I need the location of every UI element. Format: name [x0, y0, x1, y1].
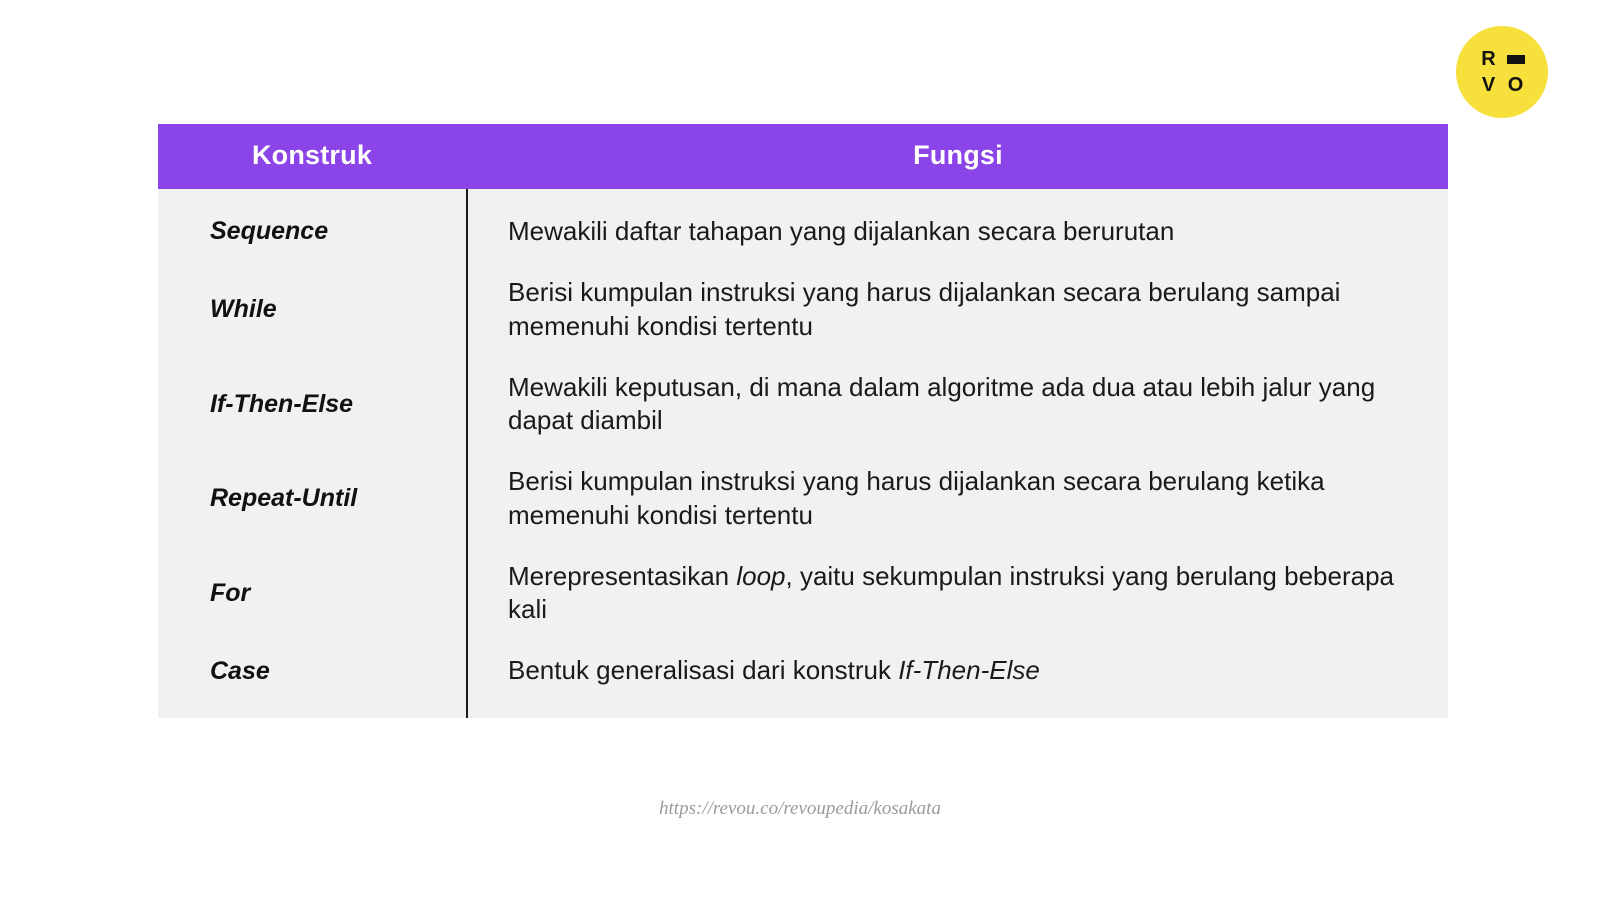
cell-fungsi: [467, 357, 1448, 452]
cell-konstruk: For: [158, 546, 467, 641]
cell-fungsi: [467, 640, 1448, 717]
fungsi-text: Mewakili keputusan, di mana dalam algoritme ada dua atau lebih jalur yang dapat diambil: [508, 371, 1376, 436]
revou-logo: [1456, 26, 1548, 118]
konstruk-table-wrapper: [158, 124, 1448, 718]
table-row: [158, 262, 1448, 357]
column-header-fungsi: Fungsi: [467, 124, 1448, 189]
logo-letter-r: R: [1481, 48, 1496, 70]
cell-konstruk: While: [158, 262, 467, 357]
cell-konstruk: Case: [158, 640, 467, 717]
table-body: [158, 189, 1448, 718]
cell-fungsi: [467, 451, 1448, 546]
cell-fungsi: [467, 546, 1448, 641]
column-header-konstruk: Konstruk: [158, 124, 467, 189]
fungsi-term-italic: loop: [736, 560, 786, 591]
fungsi-text: Mewakili daftar tahapan yang dijalankan secara berurutan: [508, 216, 1175, 246]
revou-logo-letters: [1475, 46, 1529, 98]
fungsi-text: Merepresentasikan: [508, 560, 737, 591]
fungsi-text: Berisi kumpulan instruksi yang harus dijalankan secara berulang ketika memenuhi kondisi tertentu: [508, 466, 1325, 530]
cell-konstruk: If-Then-Else: [158, 357, 467, 452]
fungsi-text: , yaitu sekumpulan instruksi yang berulang beberapa kali: [508, 560, 1394, 625]
table-row: [158, 451, 1448, 546]
cell-fungsi: [467, 189, 1448, 262]
table-head: [158, 124, 1448, 189]
logo-letter-o: O: [1507, 74, 1524, 96]
cell-konstruk: Sequence: [158, 189, 467, 262]
fungsi-text: Bentuk generalisasi dari konstruk: [508, 655, 899, 686]
table-row: [158, 546, 1448, 641]
table-row: [158, 640, 1448, 717]
table-row: [158, 189, 1448, 262]
table-header-row: [158, 124, 1448, 189]
fungsi-term-italic: If-Then-Else: [898, 655, 1040, 686]
table-row: [158, 357, 1448, 452]
fungsi-text: Berisi kumpulan instruksi yang harus dijalankan secara berulang sampai memenuhi kondisi tertentu: [508, 277, 1341, 341]
source-url: https://revou.co/revoupedia/kosakata: [659, 798, 941, 819]
cell-fungsi: [467, 262, 1448, 357]
konstruk-table: [158, 124, 1448, 718]
cell-konstruk: Repeat-Until: [158, 451, 467, 546]
logo-bars-icon: [1507, 55, 1525, 64]
logo-letter-v: V: [1481, 74, 1496, 96]
